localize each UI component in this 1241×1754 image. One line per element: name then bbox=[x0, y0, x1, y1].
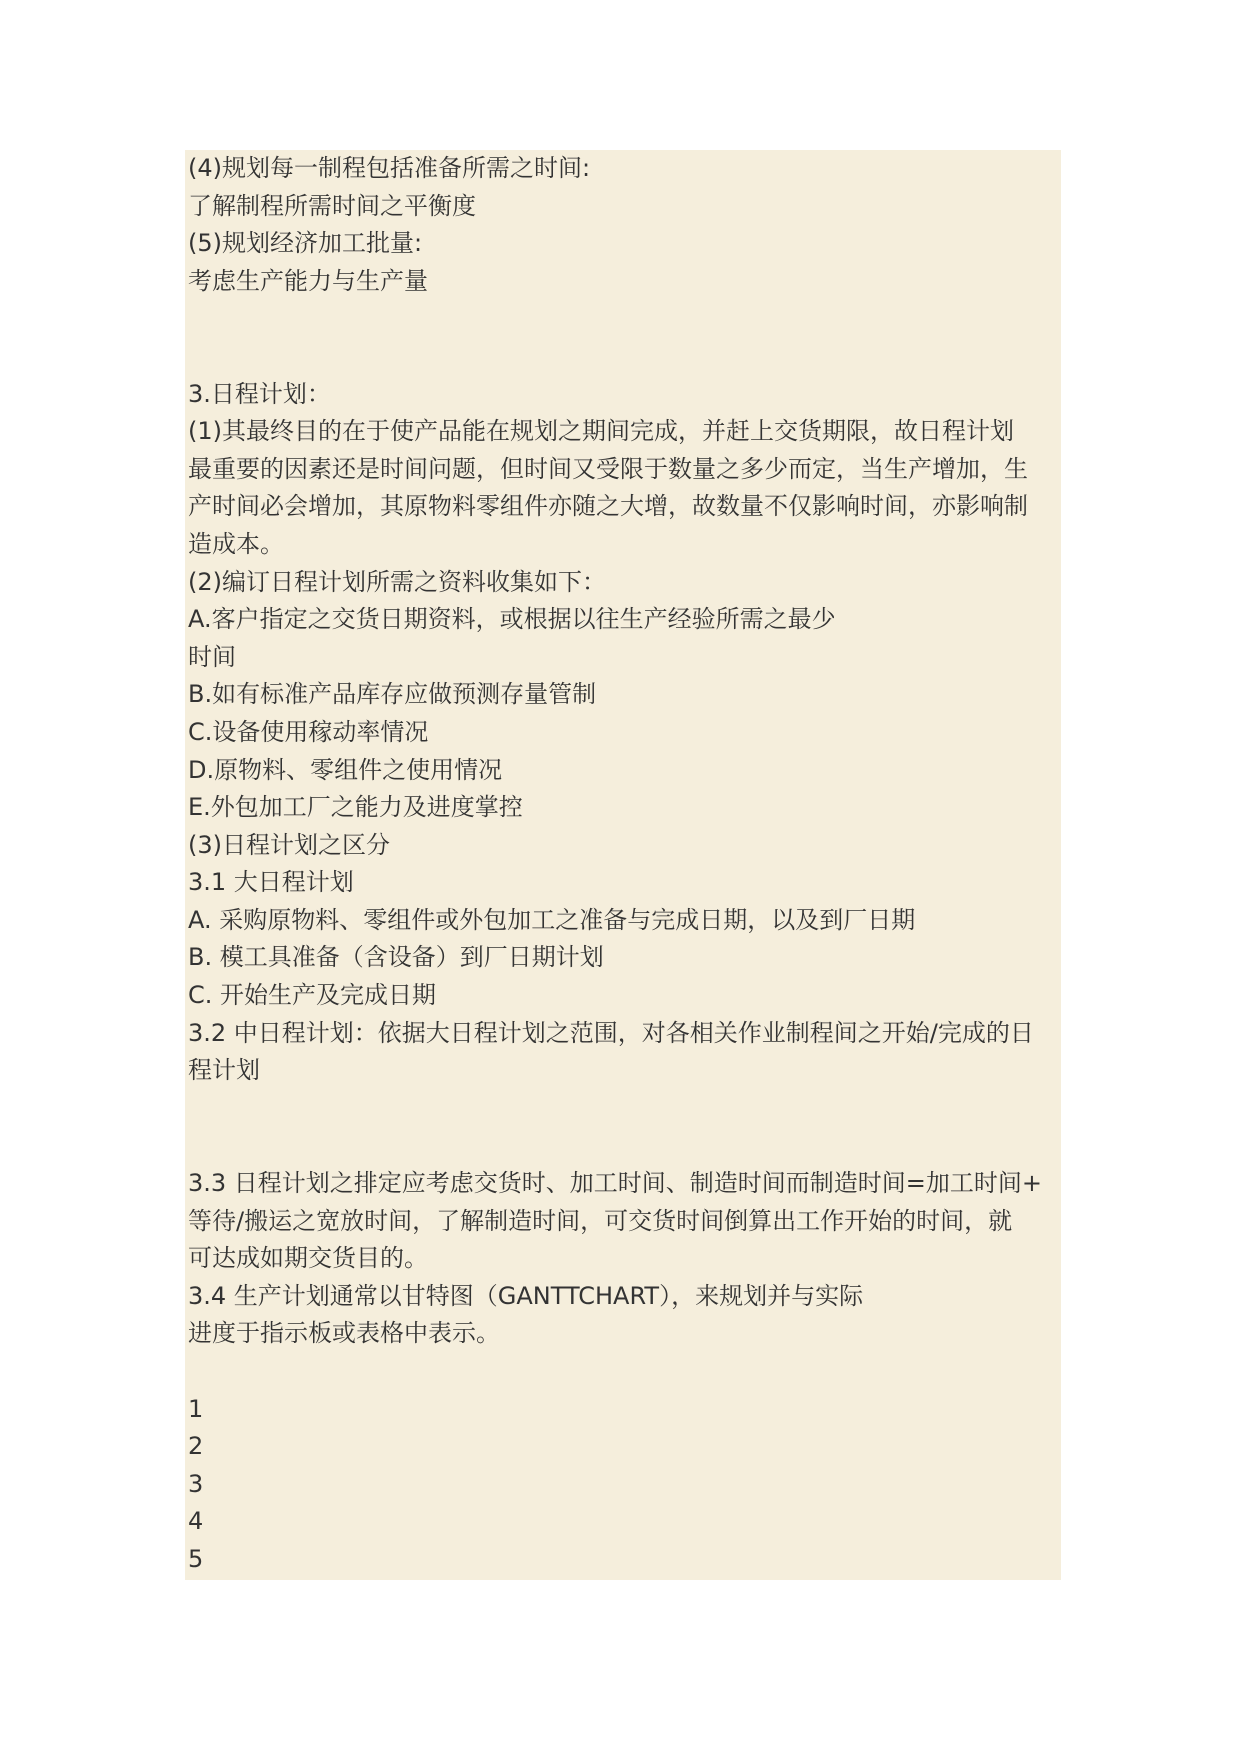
section-schedule-planning bbox=[188, 376, 1056, 1090]
section-process-planning bbox=[188, 150, 1056, 300]
text-line: 造成本。 bbox=[188, 529, 284, 558]
text-line: 最重要的因素还是时间问题，但时间又受限于数量之多少而定，当生产增加，生 bbox=[188, 454, 1028, 483]
blank-space bbox=[188, 1090, 1056, 1165]
text-line: B.如有标准产品库存应做预测存量管制 bbox=[188, 680, 597, 709]
text-line: 考虑生产能力与生产量 bbox=[188, 266, 428, 295]
text-line: 3.4 生产计划通常以甘特图（GANTTCHART），来规划并与实际 bbox=[188, 1281, 864, 1310]
text-line: 3.3 日程计划之排定应考虑交货时、加工时间、制造时间而制造时间=加工时间+ bbox=[188, 1169, 1043, 1198]
text-line: 进度于指示板或表格中表示。 bbox=[188, 1319, 500, 1348]
text-line: 程计划 bbox=[188, 1056, 260, 1085]
text-line: C. 开始生产及完成日期 bbox=[188, 981, 437, 1010]
list-item: 1 bbox=[188, 1394, 204, 1423]
number-list bbox=[188, 1391, 1056, 1579]
text-line: (1)其最终目的在于使产品能在规划之期间完成，并赶上交货期限，故日程计划 bbox=[188, 417, 1014, 446]
text-line: C.设备使用稼动率情况 bbox=[188, 717, 429, 746]
section-heading: 3.日程计划： bbox=[188, 379, 331, 408]
text-line: 3.1 大日程计划 bbox=[188, 868, 354, 897]
text-line: 产时间必会增加，其原物料零组件亦随之大增，故数量不仅影响时间，亦影响制 bbox=[188, 492, 1028, 521]
blank-space bbox=[188, 300, 1056, 375]
document-body bbox=[188, 150, 1056, 1579]
text-line: A.客户指定之交货日期资料，或根据以往生产经验所需之最少 bbox=[188, 605, 836, 634]
text-line: (2)编订日程计划所需之资料收集如下： bbox=[188, 567, 606, 596]
text-line: (3)日程计划之区分 bbox=[188, 830, 390, 859]
section-schedule-details bbox=[188, 1165, 1056, 1353]
text-line: (5)规划经济加工批量: bbox=[188, 229, 423, 258]
list-item: 3 bbox=[188, 1469, 204, 1498]
text-line: E.外包加工厂之能力及进度掌控 bbox=[188, 793, 523, 822]
text-line: B. 模工具准备（含设备）到厂日期计划 bbox=[188, 943, 604, 972]
text-line: 3.2 中日程计划：依据大日程计划之范围，对各相关作业制程间之开始/完成的日 bbox=[188, 1018, 1034, 1047]
text-line: 可达成如期交货目的。 bbox=[188, 1244, 428, 1273]
blank-space bbox=[188, 1353, 1056, 1391]
text-line: 了解制程所需时间之平衡度 bbox=[188, 191, 476, 220]
list-item: 2 bbox=[188, 1432, 204, 1461]
text-line: D.原物料、零组件之使用情况 bbox=[188, 755, 503, 784]
text-line: 时间 bbox=[188, 642, 236, 671]
text-line: (4)规划每一制程包括准备所需之时间: bbox=[188, 154, 591, 182]
list-item: 4 bbox=[188, 1507, 204, 1536]
text-line: 等待/搬运之宽放时间，了解制造时间，可交货时间倒算出工作开始的时间，就 bbox=[188, 1206, 1013, 1235]
list-item: 5 bbox=[188, 1544, 204, 1573]
text-line: A. 采购原物料、零组件或外包加工之准备与完成日期，以及到厂日期 bbox=[188, 905, 916, 934]
